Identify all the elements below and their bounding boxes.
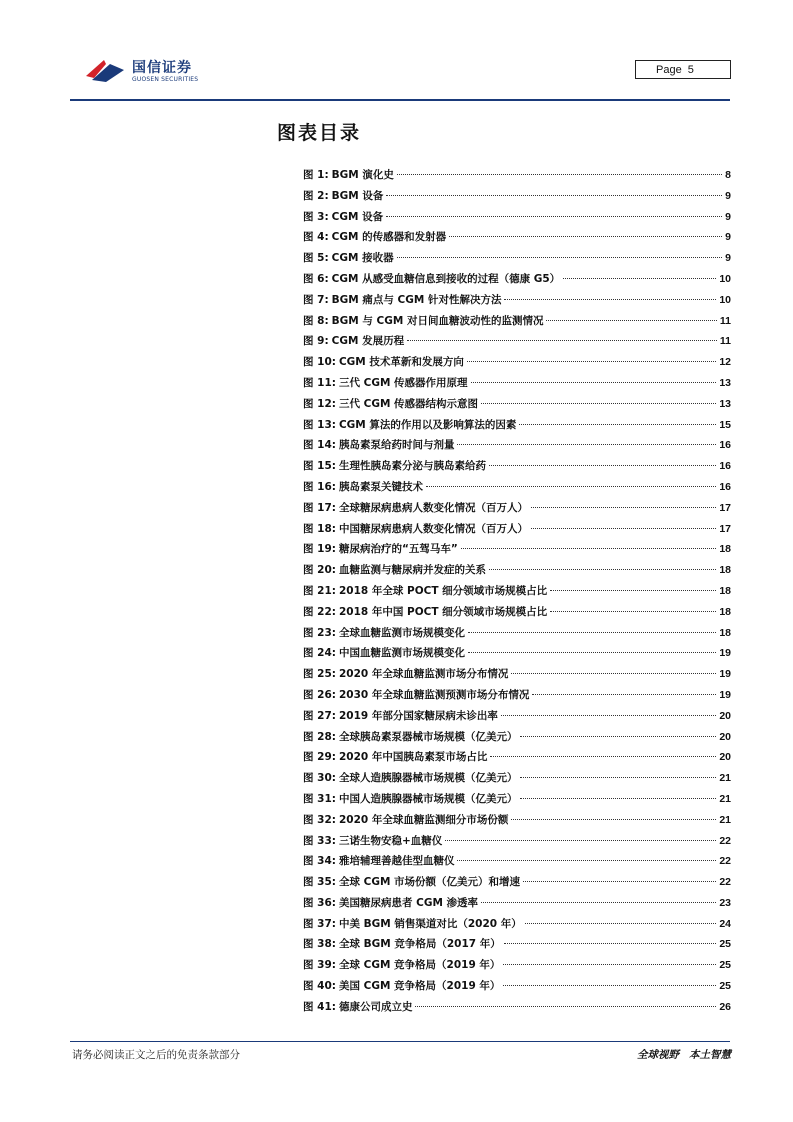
toc-item-leader	[397, 257, 723, 258]
toc-item-page: 16	[719, 439, 731, 452]
toc-item-page: 20	[719, 709, 731, 722]
toc-item[interactable]	[303, 313, 731, 334]
toc-item-leader	[386, 216, 722, 217]
toc-item-page: 24	[719, 917, 731, 930]
page-label: Page	[656, 64, 682, 76]
toc-item[interactable]	[303, 687, 731, 708]
toc-item-page: 19	[719, 668, 731, 681]
toc-item-label: 图 26:	[303, 688, 336, 701]
toc-item[interactable]	[303, 999, 731, 1020]
toc-item-leader	[490, 756, 716, 757]
toc-item-label: 图 8:	[303, 314, 329, 327]
toc-item[interactable]	[303, 583, 731, 604]
toc-item[interactable]	[303, 749, 731, 770]
toc-item-label: 图 1:	[303, 169, 329, 181]
toc-item[interactable]	[303, 396, 731, 417]
toc-item-text: 中国血糖监测市场规模变化	[338, 647, 465, 660]
toc-item-label: 图 5:	[303, 252, 329, 265]
toc-item-label: 图 12:	[303, 397, 336, 410]
toc-item[interactable]	[303, 458, 731, 479]
toc-item-page: 16	[719, 480, 731, 493]
toc-item[interactable]	[303, 916, 731, 937]
toc-item-page: 25	[719, 980, 731, 993]
toc-item-leader	[397, 174, 722, 175]
toc-item-label: 图 3:	[303, 210, 329, 223]
toc-item-text: 2018 年中国 POCT 细分领域市场规模占比	[338, 605, 548, 618]
toc-item-page: 15	[719, 418, 731, 431]
toc-item[interactable]	[303, 812, 731, 833]
toc-item-leader	[461, 548, 717, 549]
toc-item-label: 图 7:	[303, 293, 329, 306]
toc-item-label: 图 2:	[303, 189, 329, 202]
toc-item[interactable]	[303, 978, 731, 999]
toc-item-page: 21	[719, 792, 731, 805]
toc-item-label: 图 41:	[303, 1000, 336, 1013]
toc-item-leader	[563, 278, 716, 279]
toc-item-page: 17	[719, 501, 731, 514]
toc-item-label: 图 23:	[303, 626, 336, 639]
toc-item-page: 20	[719, 751, 731, 764]
toc-item-leader	[504, 299, 716, 300]
toc-item-leader	[468, 652, 716, 653]
toc-item[interactable]	[303, 292, 731, 313]
toc-item-text: 三诺生物安稳+血糖仪	[338, 834, 443, 847]
toc-item-label: 图 35:	[303, 876, 336, 889]
toc-item-leader	[457, 860, 716, 861]
figure-toc-list	[303, 167, 731, 1020]
toc-item-label: 图 38:	[303, 938, 336, 951]
toc-item-leader	[489, 569, 716, 570]
footer-slogan-2: 本土智慧	[689, 1049, 731, 1061]
toc-item-page: 16	[719, 460, 731, 473]
toc-item-text: 2020 年中国胰岛素泵市场占比	[338, 751, 488, 764]
toc-item-label: 图 31:	[303, 792, 336, 805]
toc-item[interactable]	[303, 833, 731, 854]
toc-item-text: 胰岛素泵给药时间与剂量	[338, 439, 455, 452]
toc-item-text: CGM 从感受血糖信息到接收的过程（德康 G5）	[331, 272, 561, 285]
toc-item-label: 图 39:	[303, 959, 336, 972]
toc-item[interactable]	[303, 791, 731, 812]
toc-item-page: 18	[719, 626, 731, 639]
toc-item[interactable]	[303, 666, 731, 687]
toc-item-leader	[546, 320, 716, 321]
toc-item[interactable]	[303, 229, 731, 250]
toc-item-label: 图 37:	[303, 917, 336, 930]
toc-item-label: 图 34:	[303, 855, 336, 868]
toc-item-label: 图 10:	[303, 356, 336, 369]
toc-item-text: 中国人造胰腺器械市场规模（亿美元）	[338, 792, 518, 805]
toc-item-label: 图 29:	[303, 751, 336, 764]
toc-item-label: 图 11:	[303, 376, 336, 389]
toc-item[interactable]	[303, 936, 731, 957]
guosen-logo-mark-icon	[84, 56, 128, 84]
toc-item-page: 9	[725, 189, 731, 202]
toc-item[interactable]	[303, 708, 731, 729]
toc-item-text: 糖尿病治疗的“五驾马车”	[338, 543, 458, 556]
toc-item-leader	[504, 943, 717, 944]
toc-item-leader	[468, 632, 716, 633]
toc-item-page: 13	[719, 397, 731, 410]
toc-item-leader	[531, 507, 716, 508]
toc-item[interactable]	[303, 333, 731, 354]
page-number: 5	[687, 64, 694, 76]
toc-item-page: 21	[719, 813, 731, 826]
toc-item-page: 22	[719, 855, 731, 868]
toc-item-label: 图 20:	[303, 564, 336, 577]
toc-item-text: 2018 年全球 POCT 细分领域市场规模占比	[338, 584, 548, 597]
toc-item[interactable]	[303, 209, 731, 230]
toc-item-label: 图 28:	[303, 730, 336, 743]
toc-item-page: 25	[719, 959, 731, 972]
toc-item-page: 20	[719, 730, 731, 743]
toc-item-leader	[523, 881, 716, 882]
toc-item-label: 图 22:	[303, 605, 336, 618]
toc-item-page: 10	[719, 293, 731, 306]
toc-item[interactable]	[303, 375, 731, 396]
toc-item-label: 图 4:	[303, 231, 329, 244]
toc-item-text: BGM 与 CGM 对日间血糖波动性的监测情况	[331, 314, 544, 327]
footer-divider	[70, 1041, 730, 1042]
toc-item[interactable]	[303, 437, 731, 458]
toc-item-label: 图 25:	[303, 668, 336, 681]
toc-item-leader	[415, 1006, 716, 1007]
toc-item-text: 胰岛素泵关键技术	[338, 480, 423, 493]
toc-item-page: 8	[725, 169, 731, 181]
toc-item-leader	[407, 340, 717, 341]
toc-item-text: 血糖监测与糖尿病并发症的关系	[338, 564, 486, 577]
toc-item-text: 美国糖尿病患者 CGM 渗透率	[338, 896, 479, 909]
toc-item[interactable]	[303, 562, 731, 583]
toc-item[interactable]	[303, 625, 731, 646]
toc-item-leader	[550, 590, 716, 591]
toc-item-page: 21	[719, 772, 731, 785]
toc-item-text: CGM 接收器	[331, 252, 394, 265]
toc-item-page: 19	[719, 647, 731, 660]
guosen-logo	[84, 54, 204, 86]
toc-item-label: 图 15:	[303, 460, 336, 473]
toc-item[interactable]	[303, 521, 731, 542]
footer-disclaimer: 请务必阅读正文之后的免责条款部分	[72, 1049, 240, 1061]
toc-item-text: 2030 年全球血糖监测预测市场分布情况	[338, 688, 530, 701]
toc-item-leader	[550, 611, 716, 612]
toc-item-label: 图 27:	[303, 709, 336, 722]
toc-item-text: 德康公司成立史	[338, 1000, 413, 1013]
toc-item-page: 26	[719, 1000, 731, 1013]
toc-item-page: 18	[719, 543, 731, 556]
toc-item[interactable]	[303, 167, 731, 188]
toc-item-page: 9	[725, 210, 731, 223]
toc-item[interactable]	[303, 417, 731, 438]
toc-item-page: 23	[719, 896, 731, 909]
toc-item-leader	[511, 819, 716, 820]
toc-item[interactable]	[303, 853, 731, 874]
toc-item[interactable]	[303, 874, 731, 895]
toc-item-page: 11	[719, 314, 731, 327]
toc-item[interactable]	[303, 271, 731, 292]
toc-item-text: BGM 设备	[331, 189, 384, 202]
toc-item-label: 图 19:	[303, 543, 336, 556]
toc-item-leader	[445, 840, 716, 841]
toc-item-label: 图 24:	[303, 647, 336, 660]
toc-item-leader	[531, 528, 716, 529]
toc-item-text: CGM 算法的作用以及影响算法的因素	[338, 418, 517, 431]
footer-slogan-1: 全球视野	[637, 1049, 679, 1061]
toc-item-page: 22	[719, 834, 731, 847]
toc-item-page: 10	[719, 272, 731, 285]
toc-item-leader	[426, 486, 716, 487]
toc-item-text: 全球糖尿病患病人数变化情况（百万人）	[338, 501, 528, 514]
toc-item-page: 22	[719, 876, 731, 889]
toc-item-text: 中美 BGM 销售渠道对比（2020 年）	[338, 917, 522, 930]
toc-item[interactable]	[303, 479, 731, 500]
toc-item-leader	[503, 985, 716, 986]
toc-item-text: 2020 年全球血糖监测细分市场份额	[338, 813, 509, 826]
toc-item[interactable]	[303, 604, 731, 625]
toc-item-text: 三代 CGM 传感器作用原理	[338, 376, 468, 389]
toc-item-text: 全球 BGM 竞争格局（2017 年）	[338, 938, 501, 951]
toc-item-label: 图 18:	[303, 522, 336, 535]
toc-item[interactable]	[303, 729, 731, 750]
toc-item-leader	[511, 673, 716, 674]
toc-item-page: 9	[725, 231, 731, 244]
logo-chinese-name: 国信证券	[132, 60, 192, 76]
toc-item-page: 18	[719, 584, 731, 597]
toc-item[interactable]	[303, 645, 731, 666]
toc-item-leader	[449, 236, 722, 237]
toc-item-text: CGM 设备	[331, 210, 384, 223]
toc-item-leader	[471, 382, 717, 383]
toc-item-text: 中国糖尿病患病人数变化情况（百万人）	[338, 522, 528, 535]
toc-item-text: 全球人造胰腺器械市场规模（亿美元）	[338, 772, 518, 785]
toc-item-text: CGM 发展历程	[331, 335, 405, 348]
toc-item-text: CGM 的传感器和发射器	[331, 231, 447, 244]
toc-item-label: 图 17:	[303, 501, 336, 514]
toc-item-label: 图 9:	[303, 335, 329, 348]
toc-item-leader	[501, 715, 716, 716]
toc-item-leader	[467, 361, 716, 362]
toc-item-text: 全球血糖监测市场规模变化	[338, 626, 465, 639]
toc-item-text: 雅培辅理善越佳型血糖仪	[338, 855, 455, 868]
toc-item-text: 2019 年部分国家糖尿病未诊出率	[338, 709, 498, 722]
toc-item-label: 图 21:	[303, 584, 336, 597]
toc-item-text: 三代 CGM 传感器结构示意图	[338, 397, 479, 410]
toc-item-text: BGM 痛点与 CGM 针对性解决方法	[331, 293, 502, 306]
toc-item[interactable]	[303, 354, 731, 375]
toc-item-page: 19	[719, 688, 731, 701]
toc-item-leader	[503, 964, 716, 965]
toc-item-leader	[519, 424, 716, 425]
toc-item-leader	[457, 444, 716, 445]
toc-item-text: 生理性胰岛素分泌与胰岛素给药	[338, 460, 486, 473]
toc-item-text: 美国 CGM 竞争格局（2019 年）	[338, 980, 501, 993]
toc-item-text: 全球 CGM 市场份额（亿美元）和增速	[338, 876, 521, 889]
page-indicator	[635, 60, 731, 79]
toc-item-leader	[520, 798, 716, 799]
toc-item-page: 18	[719, 564, 731, 577]
toc-item-page: 13	[719, 376, 731, 389]
page-title: 图表目录	[277, 122, 362, 144]
toc-item-page: 12	[719, 356, 731, 369]
toc-item[interactable]	[303, 500, 731, 521]
toc-item-page: 17	[719, 522, 731, 535]
toc-item-label: 图 30:	[303, 772, 336, 785]
toc-item-page: 9	[725, 252, 731, 265]
toc-item-leader	[525, 923, 717, 924]
toc-item-leader	[386, 195, 722, 196]
toc-item-label: 图 13:	[303, 418, 336, 431]
toc-item[interactable]	[303, 895, 731, 916]
toc-item[interactable]	[303, 957, 731, 978]
toc-item-label: 图 32:	[303, 813, 336, 826]
toc-item-page: 11	[719, 335, 731, 348]
toc-item-label: 图 6:	[303, 272, 329, 285]
toc-item-leader	[520, 736, 716, 737]
toc-item-text: 全球 CGM 竞争格局（2019 年）	[338, 959, 501, 972]
toc-item-label: 图 33:	[303, 834, 336, 847]
toc-item-leader	[481, 902, 716, 903]
toc-item-label: 图 16:	[303, 480, 336, 493]
toc-item-label: 图 36:	[303, 896, 336, 909]
toc-item-page: 25	[719, 938, 731, 951]
header-divider	[70, 99, 730, 101]
toc-item-text: CGM 技术革新和发展方向	[338, 356, 464, 369]
toc-item-leader	[481, 403, 716, 404]
toc-item[interactable]	[303, 250, 731, 271]
toc-item-label: 图 14:	[303, 439, 336, 452]
toc-item[interactable]	[303, 188, 731, 209]
toc-item-leader	[532, 694, 716, 695]
toc-item-text: BGM 演化史	[331, 169, 394, 181]
toc-item-text: 2020 年全球血糖监测市场分布情况	[338, 668, 509, 681]
toc-item-label: 图 40:	[303, 980, 336, 993]
toc-item-page: 18	[719, 605, 731, 618]
logo-english-name: GUOSEN SECURITIES	[132, 76, 199, 83]
toc-item-leader	[520, 777, 716, 778]
toc-item[interactable]	[303, 770, 731, 791]
toc-item-text: 全球胰岛素泵器械市场规模（亿美元）	[338, 730, 518, 743]
toc-item-leader	[489, 465, 716, 466]
footer-slogan	[637, 1047, 731, 1062]
toc-item[interactable]	[303, 541, 731, 562]
